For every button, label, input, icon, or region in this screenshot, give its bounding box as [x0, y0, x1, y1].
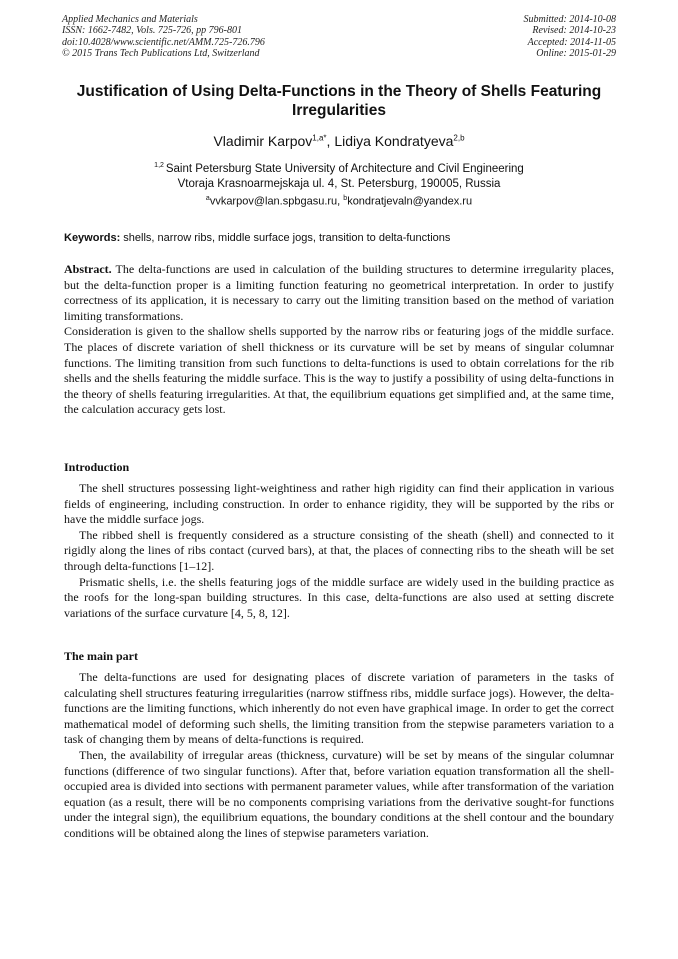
main-part-heading: The main part	[64, 649, 139, 663]
author-1: Vladimir Karpov	[213, 133, 313, 149]
abstract-label: Abstract.	[64, 262, 112, 276]
affiliation	[60, 158, 618, 192]
publication-dates	[524, 14, 617, 60]
email-b[interactable]: kondratjevaln@yandex.ru	[347, 195, 473, 208]
email-b-marker: b	[343, 195, 348, 202]
main-paragraph-1: The delta-functions are used for designating places of discrete variation of parameters in the tasks of calculating shell structures featuring irregularities (narrow stiffness ribs, middle surface jogs). However, the delta-functions are the limiting functions, which inherently do not even have graphical image. In order to get the correct mathematical model of deforming such shells, the limiting transition from the stepwise parameters variation to a task of changing them by means of delta-functions is required.	[64, 670, 614, 747]
main-part-body	[64, 670, 614, 842]
introduction-body	[64, 481, 614, 621]
abstract-paragraph-2: Consideration is given to the shallow shells supported by the narrow ribs or featuring jogs of the middle surface. The places of discrete variation of shell thickness or its curvature will be set by means of singular columnar functions. The limiting transition from such functions to delta-functions is used to obtain correlations for the rib shells and the shells featuring the middle surface. This is the way to justify a possibility of using delta-functions in the theory of shells featuring irregularities. At that, the equilibrium equations get simplified and, at the same time, the calculation accuracy gets lost.	[64, 324, 614, 417]
revised-date: Revised: 2014-10-23	[532, 25, 616, 37]
issn: ISSN: 1662-7482, Vols. 725-726, pp 796-801	[62, 25, 242, 37]
authors	[60, 133, 618, 149]
email-a[interactable]: vvkarpov@lan.spbgasu.ru	[209, 195, 338, 208]
affiliation-marker: 1,2	[154, 162, 166, 169]
affiliation-line-1: Saint Petersburg State University of Architecture and Civil Engineering	[165, 162, 524, 175]
journal-info	[62, 14, 265, 60]
introduction-heading: Introduction	[64, 460, 130, 474]
email-separator: ,	[337, 195, 344, 208]
author-2: Lidiya Kondratyeva	[334, 133, 454, 149]
main-paragraph-2: Then, the availability of irregular areas (thickness, curvature) will be set by means of the singular columnar functions (difference of two singular functions). After that, before variation equation transformation all the shell-occupied area is divided into sections with permanent parameter values, while after transformation of the variation equation (as a result, there will be no components comprising variations from the derivative sought-for functions under the integral sign), the equilibrium equations, the boundary conditions at the shell contour and the boundary conditions will be obtained along the lines of stepwise parameters variation.	[64, 747, 614, 840]
copyright: © 2015 Trans Tech Publications Ltd, Switzerland	[62, 48, 260, 60]
intro-paragraph-3: Prismatic shells, i.e. the shells featuring jogs of the middle surface are widely used in the building practice as the roofs for the long-span building structures. In this case, delta-functions are also used at setting discrete variations of the surface curvature [4, 5, 8, 12].	[64, 574, 614, 620]
intro-paragraph-1: The shell structures possessing light-weightiness and rather high rigidity can find their application in various fields of engineering, including construction. In order to enhance rigidity, they will be supported by the ribs or have the middle surface jogs.	[64, 481, 614, 527]
paper-title: Justification of Using Delta-Functions in the Theory of Shells Featuring Irregularities	[76, 83, 602, 119]
intro-paragraph-2: The ribbed shell is frequently considered as a structure consisting of the sheath (shell) and connected to it rigidly along the lines of ribs contact (curved bars), at that, the places of connecting ribs to the sheath will be set through delta-functions [1–12].	[64, 527, 614, 573]
online-date: Online: 2015-01-29	[536, 48, 616, 60]
keywords-label: Keywords:	[64, 232, 121, 244]
author-separator: ,	[326, 133, 335, 149]
submitted-date: Submitted: 2014-10-08	[523, 14, 616, 25]
accepted-date: Accepted: 2014-11-05	[527, 36, 616, 48]
emails	[60, 195, 618, 208]
keywords	[64, 232, 614, 244]
affiliation-line-2: Vtoraja Krasnoarmejskaja ul. 4, St. Petersburg, 190005, Russia	[177, 177, 501, 190]
author-2-affil: 2,b	[453, 133, 465, 143]
doi: doi:10.4028/www.scientific.net/AMM.725-726.796	[62, 36, 265, 48]
journal-name: Applied Mechanics and Materials	[62, 14, 198, 25]
email-a-marker: a	[205, 195, 210, 202]
abstract	[64, 262, 614, 418]
author-1-affil: 1,a*	[312, 133, 327, 143]
abstract-paragraph-1: The delta-functions are used in calculation of the building structures to determine irregularity places, but the delta-function proper is a limiting function featuring no geometrical interpretation. In order to justify correctness of its application, it is necessary to carry out the limiting transition based on the method of variation limiting transformations.	[64, 262, 614, 323]
keywords-text: shells, narrow ribs, middle surface jogs, transition to delta-functions	[120, 232, 451, 244]
